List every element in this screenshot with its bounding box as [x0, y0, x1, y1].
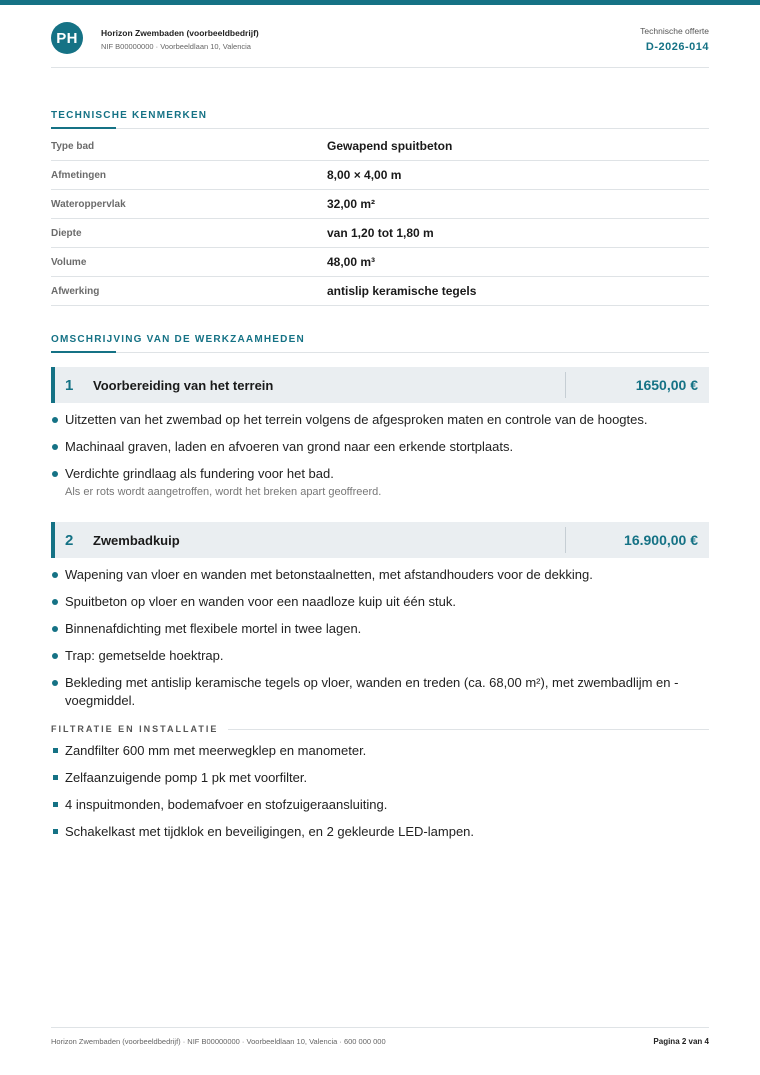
subsection-title: FILTRATIE EN INSTALLATIE [51, 724, 219, 734]
list-item [51, 593, 709, 611]
list-item [51, 647, 709, 665]
item-bullet-list [51, 411, 709, 500]
spec-row [51, 161, 709, 190]
bullet-square-icon [53, 829, 58, 834]
spec-row [51, 248, 709, 277]
list-item [51, 465, 709, 500]
bullet-dot-icon [52, 444, 58, 450]
bullet-dot-icon [52, 680, 58, 686]
page-footer [51, 1027, 709, 1046]
list-item [51, 566, 709, 584]
list-item [51, 411, 709, 429]
document-type: Technische offerte [640, 26, 709, 36]
item-price: 1650,00 € [565, 372, 709, 398]
spec-row [51, 277, 709, 306]
spec-row [51, 219, 709, 248]
list-item [51, 769, 709, 787]
list-item [51, 823, 709, 841]
list-item-text: Zandfilter 600 mm met meerwegklep en manometer. [65, 743, 367, 758]
list-item [51, 742, 709, 760]
spec-value: Gewapend spuitbeton [327, 139, 453, 153]
list-item-text: Bekleding met antislip keramische tegels op vloer, wanden en treden (ca. 68,00 m²), met zwembadlijm en -voegmiddel. [65, 675, 679, 708]
item-number: 2 [65, 531, 74, 549]
list-item [51, 438, 709, 456]
item-title: Voorbereiding van het terrein [93, 377, 274, 393]
list-item-text: Wapening van vloer en wanden met betonstaalnetten, met afstandhouders voor de dekking. [65, 567, 593, 582]
company-details: NIF B00000000 · Voorbeeldlaan 10, Valencia [101, 42, 251, 51]
spec-value: 48,00 m³ [327, 255, 376, 269]
bullet-square-icon [53, 775, 58, 780]
subsection-bullet-list [51, 742, 709, 841]
list-item-text: Zelfaanzuigende pomp 1 pk met voorfilter. [65, 770, 308, 785]
specs-table [51, 132, 709, 306]
section-title-work: OMSCHRIJVING VAN DE WERKZAAMHEDEN [51, 334, 709, 353]
list-item [51, 620, 709, 638]
bullet-dot-icon [52, 572, 58, 578]
bullet-square-icon [53, 802, 58, 807]
spec-label: Afwerking [51, 285, 100, 297]
spec-value: 32,00 m² [327, 197, 376, 211]
spec-label: Diepte [51, 227, 82, 239]
bullet-square-icon [53, 748, 58, 753]
spec-row [51, 132, 709, 161]
section-title-specs: TECHNISCHE KENMERKEN [51, 110, 709, 129]
spec-label: Afmetingen [51, 169, 106, 181]
bullet-dot-icon [52, 599, 58, 605]
company-logo: PH [51, 22, 83, 54]
spec-label: Type bad [51, 140, 95, 152]
item-bullet-list [51, 566, 709, 710]
bullet-dot-icon [52, 471, 58, 477]
page-number: Pagina 2 van 4 [653, 1037, 709, 1046]
list-item-text: Uitzetten van het zwembad op het terrein volgens de afgesproken maten en controle van de hoogtes. [65, 412, 648, 427]
bullet-dot-icon [52, 417, 58, 423]
work-item-header [51, 522, 709, 558]
list-item-text: Binnenafdichting met flexibele mortel in twee lagen. [65, 621, 362, 636]
spec-value: van 1,20 tot 1,80 m [327, 226, 434, 240]
list-item-text: Verdichte grindlaag als fundering voor het bad. [65, 466, 334, 481]
spec-value: 8,00 × 4,00 m [327, 168, 402, 182]
bullet-dot-icon [52, 626, 58, 632]
item-title: Zwembadkuip [93, 532, 180, 548]
list-item-text: 4 inspuitmonden, bodemafvoer en stofzuigeraansluiting. [65, 797, 388, 812]
item-number: 1 [65, 376, 74, 394]
work-item-header [51, 367, 709, 403]
footer-company-info: Horizon Zwembaden (voorbeeldbedrijf) · NIF B00000000 · Voorbeeldlaan 10, Valencia · 600 000 000 [51, 1037, 386, 1046]
page-header [51, 5, 709, 68]
list-item-text: Machinaal graven, laden en afvoeren van grond naar een erkende stortplaats. [65, 439, 514, 454]
item-note: Als er rots wordt aangetroffen, wordt het breken apart geoffreerd. [65, 486, 382, 498]
spec-value: antislip keramische tegels [327, 284, 477, 298]
list-item [51, 674, 709, 710]
list-item-text: Spuitbeton op vloer en wanden voor een naadloze kuip uit één stuk. [65, 594, 456, 609]
company-name: Horizon Zwembaden (voorbeeldbedrijf) [101, 28, 259, 38]
document-number: D-2026-014 [645, 41, 709, 53]
bullet-dot-icon [52, 653, 58, 659]
subsection-heading [51, 724, 709, 734]
list-item [51, 796, 709, 814]
spec-label: Wateroppervlak [51, 198, 126, 210]
document-page [51, 5, 709, 850]
item-price: 16.900,00 € [565, 527, 709, 553]
spec-row [51, 190, 709, 219]
list-item-text: Trap: gemetselde hoektrap. [65, 648, 224, 663]
list-item-text: Schakelkast met tijdklok en beveiligingen, en 2 gekleurde LED-lampen. [65, 824, 475, 839]
subsection-divider [228, 729, 709, 730]
spec-label: Volume [51, 256, 87, 268]
